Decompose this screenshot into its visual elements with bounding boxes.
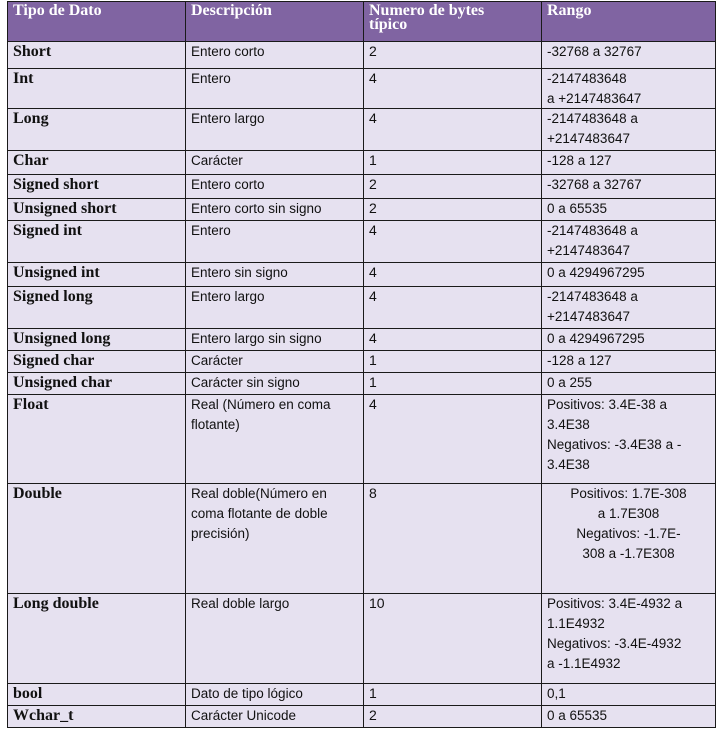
description-cell: Entero largo sin signo bbox=[186, 329, 364, 351]
header-bytes bbox=[364, 2, 542, 42]
range-line: a +2147483647 bbox=[547, 90, 642, 106]
bytes-cell: 4 bbox=[364, 69, 542, 109]
bytes-cell: 4 bbox=[364, 221, 542, 263]
description-cell: Entero corto bbox=[186, 42, 364, 69]
description-cell: Entero corto sin signo bbox=[186, 199, 364, 221]
range-line: -2147483648 bbox=[547, 71, 627, 86]
range-line: +2147483647 bbox=[547, 243, 630, 259]
range-cell bbox=[542, 484, 716, 594]
type-cell: Char bbox=[8, 151, 186, 175]
range-line: 0 a 4294967295 bbox=[547, 331, 645, 347]
description-cell: Carácter Unicode bbox=[186, 706, 364, 728]
table-row bbox=[8, 263, 716, 287]
description-cell: Entero sin signo bbox=[186, 263, 364, 287]
bytes-cell: 2 bbox=[364, 706, 542, 728]
type-cell: Unsigned int bbox=[8, 263, 186, 287]
range-cell bbox=[542, 69, 716, 109]
table-row bbox=[8, 221, 716, 263]
type-cell: Long double bbox=[8, 594, 186, 684]
header-bytes-line: Numero de bytes bbox=[369, 2, 485, 19]
table-row bbox=[8, 199, 716, 221]
table-row bbox=[8, 594, 716, 684]
description-text: Real (Número en coma flotante) bbox=[191, 397, 331, 433]
range-line: 3.4E38 bbox=[547, 417, 590, 433]
bytes-cell: 2 bbox=[364, 175, 542, 199]
range-line: 1.1E4932 bbox=[547, 616, 605, 632]
bytes-cell: 4 bbox=[364, 395, 542, 484]
type-cell: Signed short bbox=[8, 175, 186, 199]
table-row bbox=[8, 484, 716, 594]
range-line: 0 a 65535 bbox=[547, 708, 608, 724]
table-row bbox=[8, 42, 716, 69]
type-cell: Wchar_t bbox=[8, 706, 186, 728]
range-line: -128 a 127 bbox=[547, 353, 612, 369]
bytes-cell: 10 bbox=[364, 594, 542, 684]
range-line: -32768 a 32767 bbox=[547, 44, 642, 59]
range-cell bbox=[542, 109, 716, 151]
type-cell: Signed long bbox=[8, 287, 186, 329]
table-row bbox=[8, 109, 716, 151]
range-cell bbox=[542, 684, 716, 706]
table-row bbox=[8, 684, 716, 706]
table-row bbox=[8, 175, 716, 199]
range-line: -32768 a 32767 bbox=[547, 177, 642, 193]
range-line: Positivos: 3.4E-4932 a bbox=[547, 596, 683, 612]
range-line: +2147483647 bbox=[547, 309, 630, 325]
range-line: 0 a 4294967295 bbox=[547, 265, 645, 281]
range-cell bbox=[542, 175, 716, 199]
range-cell bbox=[542, 151, 716, 175]
type-cell: Unsigned short bbox=[8, 199, 186, 221]
bytes-cell: 2 bbox=[364, 199, 542, 221]
bytes-cell: 1 bbox=[364, 151, 542, 175]
range-line: -2147483648 a bbox=[547, 289, 638, 305]
table-row bbox=[8, 329, 716, 351]
range-line: a 1.7E308 bbox=[597, 506, 660, 522]
bytes-cell: 1 bbox=[364, 373, 542, 395]
bytes-cell: 1 bbox=[364, 684, 542, 706]
range-cell bbox=[542, 594, 716, 684]
range-line: 0 a 65535 bbox=[547, 201, 608, 217]
range-line: 308 a -1.7E308 bbox=[582, 545, 675, 561]
table-row bbox=[8, 373, 716, 395]
range-cell bbox=[542, 373, 716, 395]
description-cell: Entero largo bbox=[186, 287, 364, 329]
description-cell: Carácter bbox=[186, 351, 364, 373]
range-line: -2147483648 a bbox=[547, 223, 638, 239]
type-cell: Double bbox=[8, 484, 186, 594]
type-cell: Int bbox=[8, 69, 186, 109]
table-row bbox=[8, 395, 716, 484]
type-cell: Signed char bbox=[8, 351, 186, 373]
description-cell: Dato de tipo lógico bbox=[186, 684, 364, 706]
range-line: +2147483647 bbox=[547, 131, 630, 147]
range-line: -2147483648 a bbox=[547, 111, 638, 127]
range-line: -128 a 127 bbox=[547, 153, 612, 169]
bytes-cell: 2 bbox=[364, 42, 542, 69]
header-row bbox=[8, 2, 716, 42]
range-cell bbox=[542, 221, 716, 263]
description-cell bbox=[186, 395, 364, 484]
range-line: Negativos: -3.4E38 a - bbox=[547, 436, 682, 452]
table-row bbox=[8, 151, 716, 175]
description-text: Real doble(Número en coma flotante de doble precisión) bbox=[191, 486, 328, 541]
range-line: 0,1 bbox=[547, 686, 566, 702]
range-cell bbox=[542, 199, 716, 221]
description-cell: Entero corto bbox=[186, 175, 364, 199]
table-row bbox=[8, 706, 716, 728]
range-line: Positivos: 1.7E-308 bbox=[570, 486, 687, 502]
range-line: Negativos: -3.4E-4932 bbox=[547, 635, 682, 651]
bytes-cell: 4 bbox=[364, 109, 542, 151]
bytes-cell: 8 bbox=[364, 484, 542, 594]
type-cell: Unsigned long bbox=[8, 329, 186, 351]
description-cell: Real doble largo bbox=[186, 594, 364, 684]
type-cell: Short bbox=[8, 42, 186, 69]
header-range: Rango bbox=[542, 2, 716, 42]
range-cell bbox=[542, 263, 716, 287]
range-cell bbox=[542, 287, 716, 329]
table-row bbox=[8, 287, 716, 329]
range-line: a -1.1E4932 bbox=[547, 655, 621, 671]
range-line: 3.4E38 bbox=[547, 456, 590, 472]
range-line: Positivos: 3.4E-38 a bbox=[547, 397, 668, 413]
bytes-cell: 4 bbox=[364, 329, 542, 351]
description-cell: Carácter sin signo bbox=[186, 373, 364, 395]
range-cell bbox=[542, 42, 716, 69]
range-line: 0 a 255 bbox=[547, 375, 593, 391]
header-bytes-line: típico bbox=[369, 16, 408, 33]
range-line: Negativos: -1.7E- bbox=[576, 525, 681, 541]
type-cell: Long bbox=[8, 109, 186, 151]
bytes-cell: 4 bbox=[364, 263, 542, 287]
description-cell: Carácter bbox=[186, 151, 364, 175]
description-cell bbox=[186, 484, 364, 594]
data-types-table bbox=[7, 1, 716, 728]
table-row bbox=[8, 351, 716, 373]
bytes-cell: 1 bbox=[364, 351, 542, 373]
header-description: Descripción bbox=[186, 2, 364, 42]
range-cell bbox=[542, 706, 716, 728]
bytes-cell: 4 bbox=[364, 287, 542, 329]
type-cell: Signed int bbox=[8, 221, 186, 263]
range-cell bbox=[542, 351, 716, 373]
description-cell: Entero bbox=[186, 221, 364, 263]
type-cell: bool bbox=[8, 684, 186, 706]
type-cell: Unsigned char bbox=[8, 373, 186, 395]
description-cell: Entero largo bbox=[186, 109, 364, 151]
range-cell bbox=[542, 395, 716, 484]
range-cell bbox=[542, 329, 716, 351]
description-cell: Entero bbox=[186, 69, 364, 109]
header-type: Tipo de Dato bbox=[8, 2, 186, 42]
type-cell: Float bbox=[8, 395, 186, 484]
table-row bbox=[8, 69, 716, 109]
